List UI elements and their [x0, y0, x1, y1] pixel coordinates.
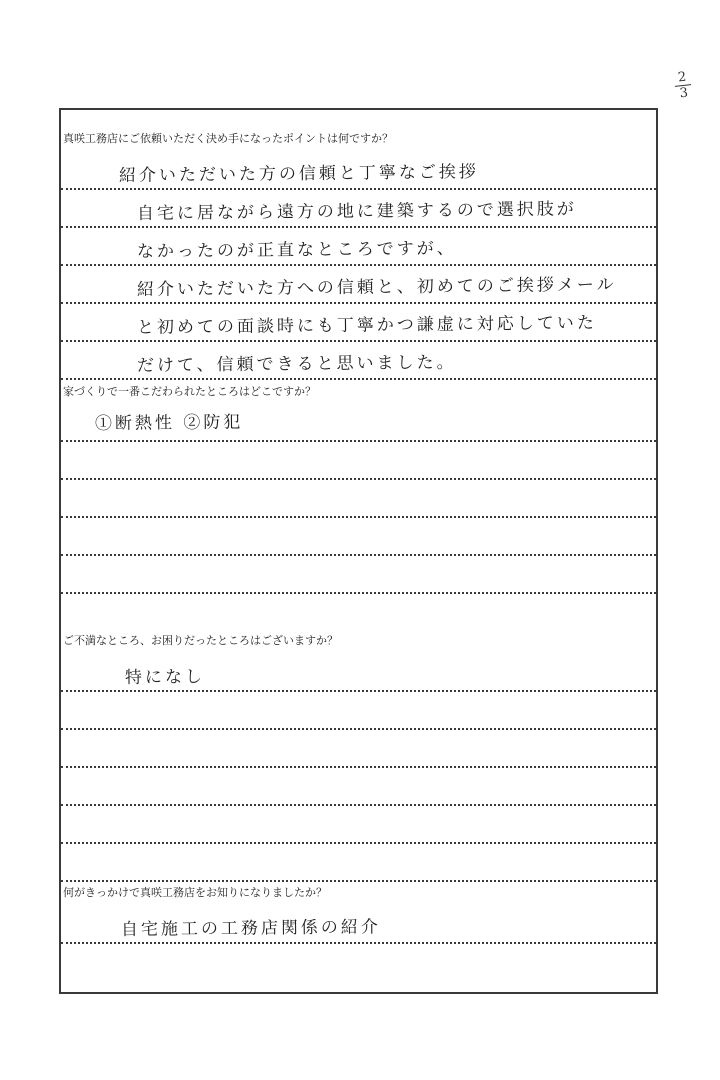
- answer-rule: [61, 302, 656, 304]
- answer-rule: [61, 766, 656, 768]
- answer-line: と初めての面談時にも丁寧かつ謙虚に対応していた: [136, 313, 597, 338]
- answer-rule: [61, 264, 656, 266]
- questionnaire-form: [59, 108, 658, 994]
- answer-line: 特になし: [124, 667, 205, 688]
- answer-rule: [61, 340, 656, 342]
- answer-rule: [61, 554, 656, 556]
- answer-line: ①断熱性 ②防犯: [94, 412, 244, 434]
- answer-rule: [61, 516, 656, 518]
- answer-rule: [61, 804, 656, 806]
- question-decision-point: 真咲工務店にご依頼いただく決め手になったポイントは何ですか？: [63, 132, 393, 145]
- section-divider: [61, 378, 656, 380]
- answer-rule: [61, 690, 656, 692]
- section-divider: [61, 592, 656, 594]
- page-number: [671, 71, 696, 100]
- answer-rule: [61, 478, 656, 480]
- answer-line: なかったのが正直なところですが、: [136, 238, 457, 262]
- page-number-total: 3: [678, 85, 689, 102]
- section-divider: [61, 880, 656, 882]
- question-complaints: ご不満なところ、お困りだったところはございますか？: [63, 634, 338, 647]
- answer-rule: [61, 728, 656, 730]
- answer-rule: [61, 942, 656, 944]
- answer-rule: [61, 226, 656, 228]
- question-how-found: 何がきっかけで真咲工務店をお知りになりましたか？: [63, 886, 327, 899]
- answer-line: 自宅に居ながら遠方の地に建築するので選択肢が: [136, 199, 577, 224]
- answer-rule: [61, 440, 656, 442]
- answer-line: だけて、信頼できると思いました。: [136, 352, 457, 376]
- answer-line: 自宅施工の工務店関係の紹介: [120, 917, 381, 940]
- question-focus-point: 家づくりで一番こだわられたところはどこですか？: [63, 385, 316, 398]
- answer-line: 紹介いただいた方の信頼と丁寧なご挨拶: [118, 162, 479, 186]
- page-number-current: 2: [677, 69, 688, 86]
- answer-rule: [61, 188, 656, 190]
- answer-line: 紹介いただいた方への信頼と、初めてのご挨拶メール: [136, 274, 617, 300]
- answer-rule: [61, 842, 656, 844]
